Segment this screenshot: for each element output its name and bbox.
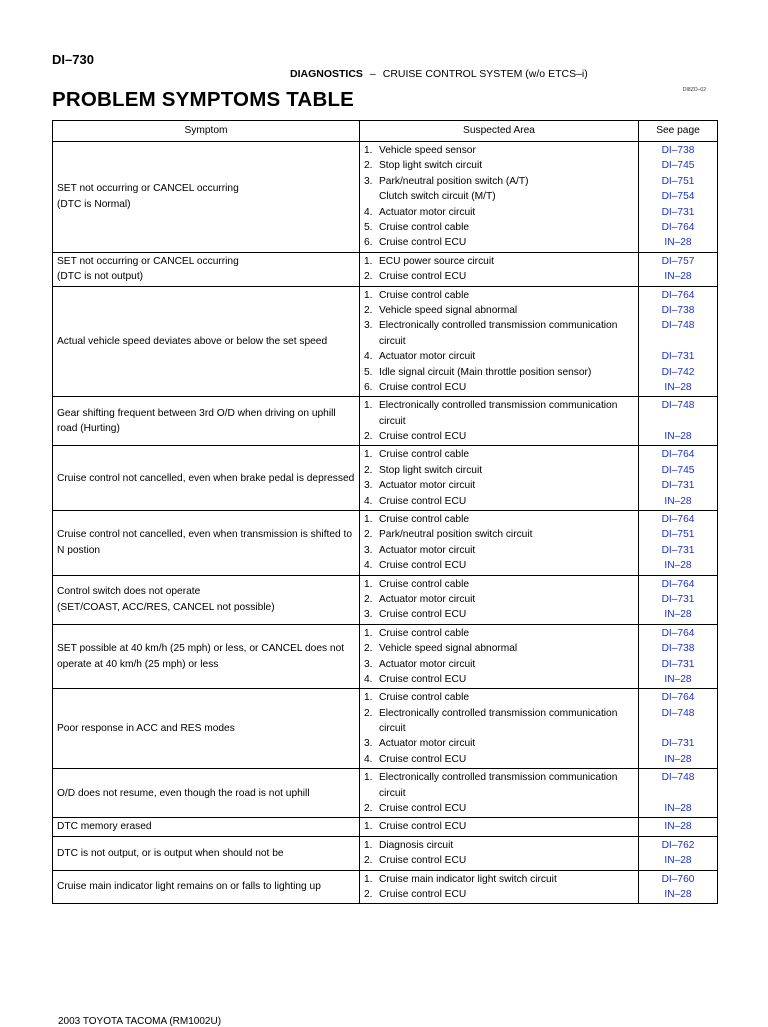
suspected-area-item: [364, 334, 634, 349]
item-number: 1.: [364, 627, 373, 639]
header-section: DIAGNOSTICS: [290, 68, 363, 80]
suspected-area-item: [364, 158, 634, 173]
symptom-cell: [53, 511, 360, 576]
suspected-area-cell: [360, 624, 639, 689]
item-text: Cruise control ECU: [379, 271, 467, 283]
table-row: [53, 818, 718, 836]
symptom-cell: [53, 142, 360, 253]
suspected-area-item: [364, 318, 634, 333]
page-number: DI–730: [52, 52, 94, 67]
symptoms-table-container: [52, 120, 717, 904]
suspected-area-item: [364, 303, 634, 318]
page-reference-link[interactable]: DI–745: [661, 464, 695, 476]
item-number: 2.: [364, 855, 373, 867]
suspected-area-cell: [360, 142, 639, 253]
symptom-cell: [53, 624, 360, 689]
page-reference-link[interactable]: DI–748: [661, 772, 695, 784]
suspected-area-cell: [360, 286, 639, 397]
suspected-area-item: [364, 254, 634, 269]
symptom-text: SET possible at 40 km/h (25 mph) or less, or CANCEL does not: [57, 643, 345, 655]
item-number: 4.: [364, 495, 373, 507]
item-number: 2.: [364, 529, 373, 541]
suspected-area-item: [364, 770, 634, 785]
see-page-cell: [639, 689, 718, 769]
symptom-cell: [53, 818, 360, 836]
item-number: 1.: [364, 692, 373, 704]
item-number: 1.: [364, 578, 373, 590]
page-reference-link[interactable]: DI–764: [661, 578, 695, 590]
item-number: 6.: [364, 237, 373, 249]
suspected-area-cell: [360, 870, 639, 904]
item-number: 3.: [364, 544, 373, 556]
item-number: [364, 334, 379, 349]
symptom-text: (DTC is not output): [57, 271, 144, 283]
page-reference-link[interactable]: DI–748: [661, 400, 695, 412]
item-text: Electronically controlled transmission communication: [379, 400, 618, 412]
item-number: 2.: [364, 464, 373, 476]
symptom-text: Gear shifting frequent between 3rd O/D when driving on uphill: [57, 407, 336, 419]
page-reference-link[interactable]: DI–757: [661, 255, 695, 267]
table-row: [53, 870, 718, 904]
suspected-area-item: [364, 478, 634, 493]
page-reference-link[interactable]: [643, 334, 713, 349]
item-number: 3.: [364, 480, 373, 492]
page-reference-link[interactable]: [643, 721, 713, 736]
suspected-area-item: [364, 447, 634, 462]
item-number: 3.: [364, 609, 373, 621]
item-number: 2.: [364, 803, 373, 815]
header-subsection: CRUISE CONTROL SYSTEM (w/o ETCS–i): [382, 68, 588, 80]
symptom-cell: [53, 870, 360, 904]
page-reference-link[interactable]: DI–731: [661, 480, 695, 492]
suspected-area-item: [364, 174, 634, 189]
page-reference-link[interactable]: DI–764: [661, 692, 695, 704]
table-row: [53, 689, 718, 769]
suspected-area-item: [364, 706, 634, 721]
item-number: 1.: [364, 821, 373, 833]
suspected-area-cell: [360, 769, 639, 818]
item-text: Cruise control ECU: [379, 673, 467, 685]
item-text: Actuator motor circuit: [379, 593, 476, 605]
symptom-text: O/D does not resume, even though the road is not uphill: [57, 787, 310, 799]
suspected-area-item: [364, 288, 634, 303]
item-text: Vehicle speed sensor: [379, 145, 476, 156]
suspected-area-item: [364, 887, 634, 902]
suspected-area-item: [364, 494, 634, 509]
item-text: Actuator motor circuit: [379, 738, 476, 750]
symptom-text: Cruise control not cancelled, even when transmission is shifted to: [57, 529, 353, 541]
suspected-area-item: [364, 527, 634, 542]
item-text: Stop light switch circuit: [379, 160, 483, 172]
suspected-area-item: [364, 657, 634, 672]
page-reference-link[interactable]: DI–764: [661, 221, 695, 233]
item-number: 1.: [364, 145, 373, 156]
page-reference-link[interactable]: DI–731: [661, 738, 695, 750]
symptom-text: N postion: [57, 544, 101, 556]
page-reference-link[interactable]: DI–745: [661, 160, 695, 172]
symptom-cell: [53, 575, 360, 624]
suspected-area-cell: [360, 818, 639, 836]
page-reference-link[interactable]: DI–751: [661, 529, 695, 541]
item-number: 5.: [364, 366, 373, 378]
suspected-area-item: [364, 838, 634, 853]
page-reference-link[interactable]: DI–751: [661, 175, 695, 187]
page-reference-link[interactable]: DI–731: [661, 593, 695, 605]
item-text: Cruise control ECU: [379, 381, 467, 393]
suspected-area-item: [364, 398, 634, 413]
item-text: Cruise control ECU: [379, 495, 467, 507]
table-row: [53, 397, 718, 446]
item-number: [364, 414, 379, 429]
item-number: 6.: [364, 381, 373, 393]
page-reference-link[interactable]: IN–28: [664, 271, 692, 283]
symptom-cell: [53, 836, 360, 870]
item-text: Cruise control cable: [379, 627, 470, 639]
item-text: Cruise control ECU: [379, 560, 467, 572]
see-page-cell: [639, 624, 718, 689]
page-reference-link[interactable]: DI–764: [661, 514, 695, 526]
item-number: 2.: [364, 271, 373, 283]
item-number: 1.: [364, 514, 373, 526]
item-text: Electronically controlled transmission communication: [379, 320, 618, 332]
item-text: Cruise control ECU: [379, 889, 467, 901]
suspected-area-cell: [360, 689, 639, 769]
item-text: Cruise control cable: [379, 514, 470, 526]
item-text: Vehicle speed signal abnormal: [379, 643, 518, 655]
suspected-area-item: [364, 543, 634, 558]
item-number: 3.: [364, 175, 373, 187]
item-text: Cruise control ECU: [379, 821, 467, 833]
page-reference-link[interactable]: DI–738: [661, 304, 695, 316]
table-row: [53, 836, 718, 870]
column-header-suspected-area: Suspected Area: [360, 121, 639, 142]
item-text: Cruise control cable: [379, 692, 470, 704]
page-reference-link[interactable]: DI–764: [661, 289, 695, 301]
page-reference-link[interactable]: DI–731: [661, 206, 695, 218]
item-number: 1.: [364, 772, 373, 784]
item-number: 4.: [364, 753, 373, 765]
page-reference-link[interactable]: IN–28: [664, 495, 692, 507]
see-page-cell: [639, 252, 718, 286]
page-reference-link[interactable]: DI–764: [661, 449, 695, 461]
suspected-area-cell: [360, 575, 639, 624]
suspected-area-item: [364, 429, 634, 444]
item-number: 1.: [364, 400, 373, 412]
item-text: circuit: [379, 415, 406, 427]
suspected-area-item: [364, 592, 634, 607]
symptom-text: SET not occurring or CANCEL occurring: [57, 255, 239, 267]
table-row: [53, 252, 718, 286]
page-reference-link[interactable]: IN–28: [664, 431, 692, 443]
symptom-cell: [53, 689, 360, 769]
suspected-area-cell: [360, 252, 639, 286]
symptom-text: road (Hurting): [57, 423, 120, 435]
item-text: Cruise control ECU: [379, 609, 467, 621]
suspected-area-item: [364, 349, 634, 364]
item-number: 4.: [364, 673, 373, 685]
symptom-text: Cruise main indicator light remains on or falls to lighting up: [57, 881, 321, 893]
page-reference-link[interactable]: [643, 786, 713, 801]
item-text: Cruise control ECU: [379, 237, 467, 249]
suspected-area-item: [364, 626, 634, 641]
suspected-area-item: [364, 269, 634, 284]
see-page-cell: [639, 870, 718, 904]
suspected-area-item: [364, 558, 634, 573]
item-number: 3.: [364, 738, 373, 750]
symptom-text: Actual vehicle speed deviates above or below the set speed: [57, 335, 328, 347]
suspected-area-item: [364, 220, 634, 235]
item-number: 2.: [364, 707, 373, 719]
page-reference-link[interactable]: DI–742: [661, 366, 695, 378]
suspected-area-item: [364, 463, 634, 478]
suspected-area-item: [364, 721, 634, 736]
item-number: 2.: [364, 889, 373, 901]
suspected-area-cell: [360, 511, 639, 576]
item-text: Electronically controlled transmission communication: [379, 707, 618, 719]
see-page-cell: [639, 511, 718, 576]
item-number: 2.: [364, 593, 373, 605]
item-text: circuit: [379, 723, 406, 735]
item-number: 2.: [364, 160, 373, 172]
see-page-cell: [639, 836, 718, 870]
table-row: [53, 624, 718, 689]
item-text: Actuator motor circuit: [379, 480, 476, 492]
item-text: Diagnosis circuit: [379, 839, 454, 851]
symptom-cell: [53, 446, 360, 511]
page-reference-link[interactable]: IN–28: [664, 855, 692, 867]
page-title: PROBLEM SYMPTOMS TABLE: [52, 88, 355, 111]
suspected-area-item: [364, 380, 634, 395]
page-reference-link[interactable]: IN–28: [664, 821, 692, 833]
page-reference-link[interactable]: IN–28: [664, 560, 692, 572]
see-page-cell: [639, 575, 718, 624]
see-page-cell: [639, 286, 718, 397]
suspected-area-item: [364, 607, 634, 622]
item-text: Vehicle speed signal abnormal: [379, 304, 518, 316]
symptom-text: (DTC is Normal): [57, 198, 131, 210]
suspected-area-item: [364, 577, 634, 592]
item-number: 3.: [364, 658, 373, 670]
item-text: Cruise control cable: [379, 578, 470, 590]
symptoms-table: [52, 120, 718, 904]
symptom-text: Control switch does not operate: [57, 586, 201, 598]
item-text: Actuator motor circuit: [379, 658, 476, 670]
suspected-area-cell: [360, 397, 639, 446]
page-reference-link[interactable]: DI–754: [661, 191, 695, 203]
header-separator: –: [369, 68, 376, 80]
item-text: Park/neutral position switch (A/T): [379, 175, 529, 187]
suspected-area-item: [364, 365, 634, 380]
suspected-area-item: [364, 189, 634, 204]
suspected-area-item: [364, 641, 634, 656]
item-text: Cruise control cable: [379, 221, 470, 233]
suspected-area-item: [364, 512, 634, 527]
symptom-text: operate at 40 km/h (25 mph) or less: [57, 658, 219, 670]
page-reference-link[interactable]: DI–731: [661, 658, 695, 670]
page-reference-link[interactable]: DI–762: [661, 839, 695, 851]
table-row: [53, 142, 718, 253]
symptom-cell: [53, 397, 360, 446]
symptom-text: SET not occurring or CANCEL occurring: [57, 183, 239, 195]
page-reference-link[interactable]: [643, 414, 713, 429]
page-reference-link[interactable]: IN–28: [664, 889, 692, 901]
item-number: 1.: [364, 873, 373, 885]
item-text: Electronically controlled transmission communication: [379, 772, 618, 784]
item-number: 2.: [364, 431, 373, 443]
page-reference-link[interactable]: DI–738: [661, 643, 695, 655]
item-number: [364, 189, 379, 204]
item-text: Cruise control ECU: [379, 803, 467, 815]
suspected-area-cell: [360, 446, 639, 511]
suspected-area-item: [364, 205, 634, 220]
table-row: [53, 511, 718, 576]
column-header-symptom: Symptom: [53, 121, 360, 142]
page-reference-link[interactable]: IN–28: [664, 673, 692, 685]
page-reference-link[interactable]: DI–760: [661, 873, 695, 885]
table-body: [53, 142, 718, 904]
symptom-text: Poor response in ACC and RES modes: [57, 723, 235, 735]
suspected-area-item: [364, 736, 634, 751]
page-reference-link[interactable]: IN–28: [664, 381, 692, 393]
symptom-text: DTC is not output, or is output when should not be: [57, 847, 284, 859]
item-text: Cruise control ECU: [379, 753, 467, 765]
page-reference-link[interactable]: DI–738: [661, 145, 695, 156]
suspected-area-item: [364, 872, 634, 887]
item-number: 1.: [364, 289, 373, 301]
suspected-area-item: [364, 819, 634, 834]
table-row: [53, 286, 718, 397]
see-page-cell: [639, 446, 718, 511]
suspected-area-item: [364, 801, 634, 816]
symptom-text: (SET/COAST, ACC/RES, CANCEL not possible): [57, 601, 275, 613]
suspected-area-item: [364, 853, 634, 868]
item-text: Clutch switch circuit (M/T): [379, 191, 496, 203]
page-reference-link[interactable]: DI–731: [661, 351, 695, 363]
see-page-cell: [639, 769, 718, 818]
item-number: 4.: [364, 560, 373, 572]
item-text: circuit: [379, 787, 406, 799]
item-number: [364, 786, 379, 801]
see-page-cell: [639, 397, 718, 446]
suspected-area-cell: [360, 836, 639, 870]
see-page-cell: [639, 142, 718, 253]
item-text: Cruise control cable: [379, 449, 470, 461]
item-number: 4.: [364, 351, 373, 363]
suspected-area-item: [364, 235, 634, 250]
suspected-area-item: [364, 786, 634, 801]
page-reference-link[interactable]: IN–28: [664, 753, 692, 765]
symptom-text: Cruise control not cancelled, even when brake pedal is depressed: [57, 472, 355, 484]
page-reference-link[interactable]: IN–28: [664, 803, 692, 815]
suspected-area-item: [364, 690, 634, 705]
symptom-cell: [53, 252, 360, 286]
page-reference-link[interactable]: DI–764: [661, 627, 695, 639]
suspected-area-item: [364, 752, 634, 767]
symptom-text: DTC memory erased: [57, 821, 152, 833]
item-text: Actuator motor circuit: [379, 206, 476, 218]
item-number: 1.: [364, 839, 373, 851]
page-reference-link[interactable]: DI–748: [661, 320, 695, 332]
running-header: [290, 68, 588, 80]
page-reference-link[interactable]: IN–28: [664, 237, 692, 249]
page-reference-link[interactable]: IN–28: [664, 609, 692, 621]
item-number: 4.: [364, 206, 373, 218]
item-text: ECU power source circuit: [379, 255, 494, 267]
item-number: 1.: [364, 449, 373, 461]
item-number: 2.: [364, 643, 373, 655]
suspected-area-item: [364, 143, 634, 158]
item-text: Park/neutral position switch circuit: [379, 529, 533, 541]
table-header-row: [53, 121, 718, 142]
item-text: Actuator motor circuit: [379, 544, 476, 556]
item-text: Cruise control cable: [379, 289, 470, 301]
item-text: circuit: [379, 335, 406, 347]
suspected-area-item: [364, 414, 634, 429]
item-text: Cruise control ECU: [379, 855, 467, 867]
item-number: 2.: [364, 304, 373, 316]
page-footer: 2003 TOYOTA TACOMA (RM1002U): [58, 1016, 222, 1027]
table-row: [53, 575, 718, 624]
suspected-area-item: [364, 672, 634, 687]
item-text: Actuator motor circuit: [379, 351, 476, 363]
document-code: DI8ZO–02: [682, 87, 706, 93]
item-number: [364, 721, 379, 736]
table-row: [53, 769, 718, 818]
item-number: 1.: [364, 255, 373, 267]
item-text: Idle signal circuit (Main throttle position sensor): [379, 366, 592, 378]
table-row: [53, 446, 718, 511]
symptom-cell: [53, 286, 360, 397]
page-reference-link[interactable]: DI–748: [661, 707, 695, 719]
page-reference-link[interactable]: DI–731: [661, 544, 695, 556]
symptom-cell: [53, 769, 360, 818]
item-text: Cruise control ECU: [379, 431, 467, 443]
item-number: 5.: [364, 221, 373, 233]
item-text: Cruise main indicator light switch circuit: [379, 873, 557, 885]
item-text: Stop light switch circuit: [379, 464, 483, 476]
column-header-see-page: See page: [639, 121, 718, 142]
see-page-cell: [639, 818, 718, 836]
item-number: 3.: [364, 320, 373, 332]
